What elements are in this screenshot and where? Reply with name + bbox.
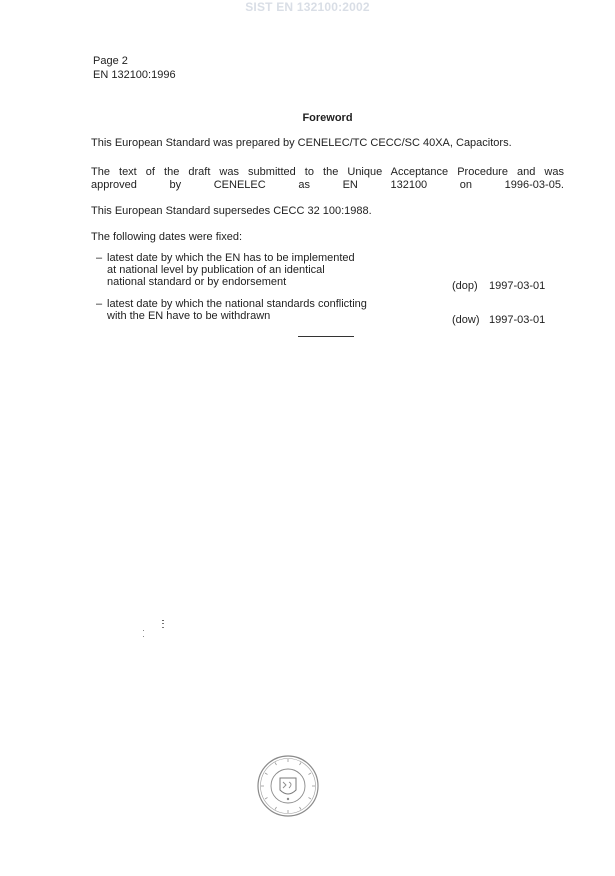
end-rule	[298, 336, 354, 337]
date-description-line: latest date by which the national standards conflicting	[107, 298, 367, 310]
paragraph-line: approved by CENELEC as EN 132100 on 1996-03-05.	[91, 179, 564, 191]
paragraph-draft-approval	[91, 166, 564, 192]
page-header	[93, 54, 176, 82]
page-number: Page 2	[93, 55, 128, 67]
paragraph-prepared-by: This European Standard was prepared by CENELEC/TC CECC/SC 40XA, Capacitors.	[91, 137, 512, 149]
date-description-line: with the EN have to be withdrawn	[107, 310, 271, 322]
date-description	[107, 252, 355, 288]
paragraph-supersedes: This European Standard supersedes CECC 32 100:1988.	[91, 205, 372, 217]
date-value: 1997-03-01	[489, 280, 546, 292]
document-number: EN 132100:1996	[93, 69, 176, 81]
paragraph-line: The text of the draft was submitted to the Unique Acceptance Procedure and was	[91, 166, 564, 178]
date-description	[107, 298, 367, 322]
date-description-line: national standard or by endorsement	[107, 276, 287, 288]
date-entry-dow	[96, 298, 556, 328]
section-title: Foreword	[302, 112, 353, 124]
list-dash: –	[96, 298, 103, 310]
paragraph-dates-intro: The following dates were fixed:	[91, 231, 243, 243]
date-code: (dop)	[452, 280, 478, 292]
date-entry-dop	[96, 252, 556, 292]
list-dash: –	[96, 252, 103, 264]
date-code: (dow)	[452, 314, 480, 326]
watermark: SIST EN 132100:2002	[245, 0, 370, 14]
date-description-line: at national level by publication of an identical	[107, 264, 325, 276]
date-description-line: latest date by which the EN has to be implemented	[107, 252, 355, 264]
scan-specks	[140, 618, 170, 648]
official-seal-icon	[256, 754, 320, 818]
date-value: 1997-03-01	[489, 314, 546, 326]
